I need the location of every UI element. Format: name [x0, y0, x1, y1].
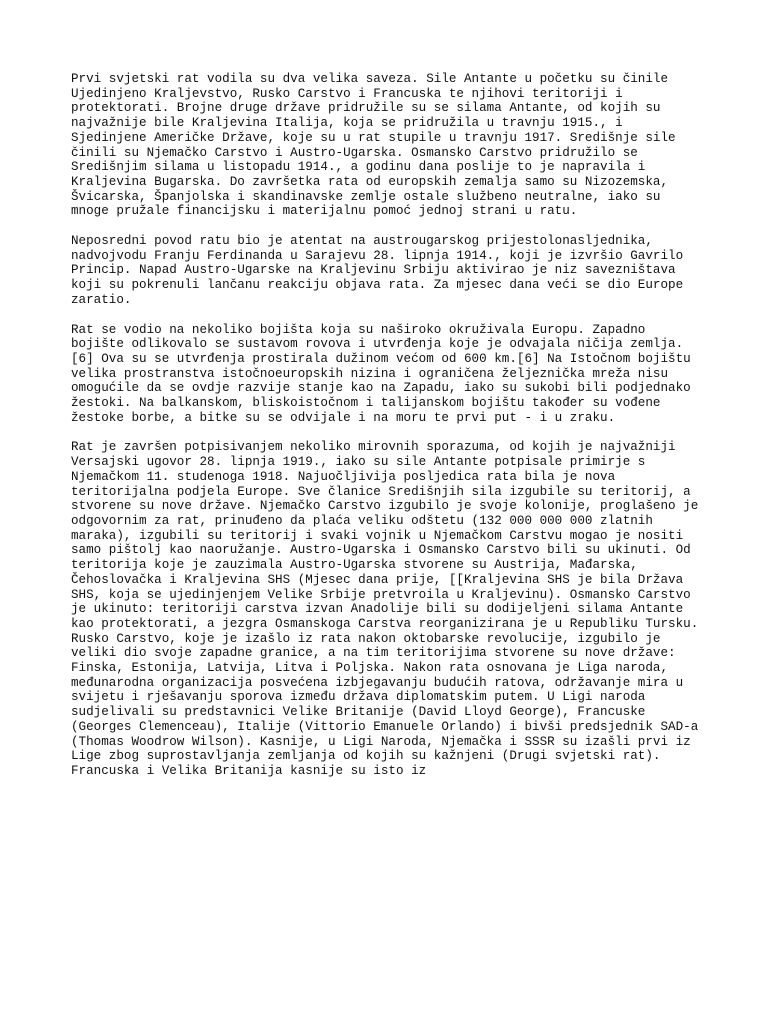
paragraph-fronts: Rat se vodio na nekoliko bojišta koja su naširoko okruživala Europu. Zapadno bojište odlikovalo se sustavom rovova i utvrđenja koje je odvajala ničija zemlja. [6] Ova su se utvrđenja prostirala dužinom većom od 600 km.[6] Na Istočnom bojištu velika prostranstva istočnoeuropskih nizina i ograničena željeznička mreža nisu omogućile da se ovdje razvije stanje kao na Zapadu, iako su sukobi bili podjednako žestoki. Na balkanskom, bliskoistočnom i talijanskom bojištu također su vođene žestoke borbe, a bitke su se odvijale i na moru te prvi put - i u zraku. — [71, 322, 691, 425]
paragraph-peace-treaties: Rat je završen potpisivanjem nekoliko mirovnih sporazuma, od kojih je najvažniji Versajski ugovor 28. lipnja 1919., iako su sile Antante potpisale primirje s Njemačkom 11. studenoga 1918. Najuočljivija posljedica rata bila je nova teritorijalna podjela Europe. Sve članice Središnjih sila izgubile su teritorij, a stvorene su nove države. Njemačko Carstvo izgubilo je svoje kolonije, proglašeno je odgovornim za rat, prinuđeno da plaća veliku odštetu (132 000 000 000 zlatnih maraka), izgubili su teritorij i svaki vojnik u Njemačkom Carstvu mogao je nositi samo pištolj kao naoružanje. Austro-Ugarska i Osmansko Carstvo bili su ukinuti. Od teritorija koje je zauzimala Austro-Ugarska stvorene su Austrija, Mađarska, Čehoslovačka i Kraljevina SHS (Mjesec dana prije, [[Kraljevina SHS je bila Država SHS, koja se ujedinjenjem Velike Srbije pretvroila u Kraljevinu). Osmansko Carstvo je ukinuto: teritoriji carstva izvan Anadolije bili su dodijeljeni silama Antante kao protektorati, a jezgra Osmanskoga Carstva reorganizirana je u Republiku Tursku. Rusko Carstvo, koje je izašlo iz rata nakon oktobarske revolucije, izgubilo je veliki dio svoje zapadne granice, a na tim teritorijima stvorene su nove države: Finska, Estonija, Latvija, Litva i Poljska. Nakon rata osnovana je Liga naroda, međunarodna organizacija posvećena izbjegavanju budućih ratova, održavanje mira u svijetu i rješavanju sporova između država diplomatskim putem. U Ligi naroda sudjelivali su predstavnici Velike Britanije (David Lloyd George), Francuske (Georges Clemenceau), Italije (Vittorio Emanuele Orlando) i bivši predsjednik SAD-a (Thomas Woodrow Wilson). Kasnije, u Ligi Naroda, Njemačka i SSSR su izašli prvi iz Lige zbog suprostavljanja zemljanja od kojih su kažnjeni (Drugi svjetski rat). Francuska i Velika Britanija kasnije su isto iz — [71, 440, 699, 778]
document-page — [71, 72, 711, 794]
paragraph-alliances: Prvi svjetski rat vodila su dva velika saveza. Sile Antante u početku su činile Ujedinjeno Kraljevstvo, Rusko Carstvo i Francuska te njihovi teritoriji i protektorati. Brojne druge države pridružile su se silama Antante, od kojih su najvažnije bile Kraljevina Italija, koja se pridružila u travnju 1915., i Sjedinjene Američke Države, koje su u rat stupile u travnju 1917. Središnje sile činili su Njemačko Carstvo i Austro-Ugarska. Osmansko Carstvo pridružilo se Središnjim silama u listopadu 1914., a godinu dana poslije to je napravila i Kraljevina Bugarska. Do završetka rata od europskih zemalja samo su Nizozemska, Švicarska, Španjolska i skandinavske zemlje ostale službeno neutralne, iako su mnoge pružale financijsku i materijalnu pomoć jednoj strani u ratu. — [71, 72, 676, 219]
paragraph-cause-of-war: Neposredni povod ratu bio je atentat na austrougarskog prijestolonasljednika, nadvojvodu Franju Ferdinanda u Sarajevu 28. lipnja 1914., koji je izvršio Gavrilo Princip. Napad Austro-Ugarske na Kraljevinu Srbiju aktivirao je niz savezništava koji su pokrenuli lančanu reakciju objava rata. Za mjesec dana veći se dio Europe zaratio. — [71, 234, 684, 307]
